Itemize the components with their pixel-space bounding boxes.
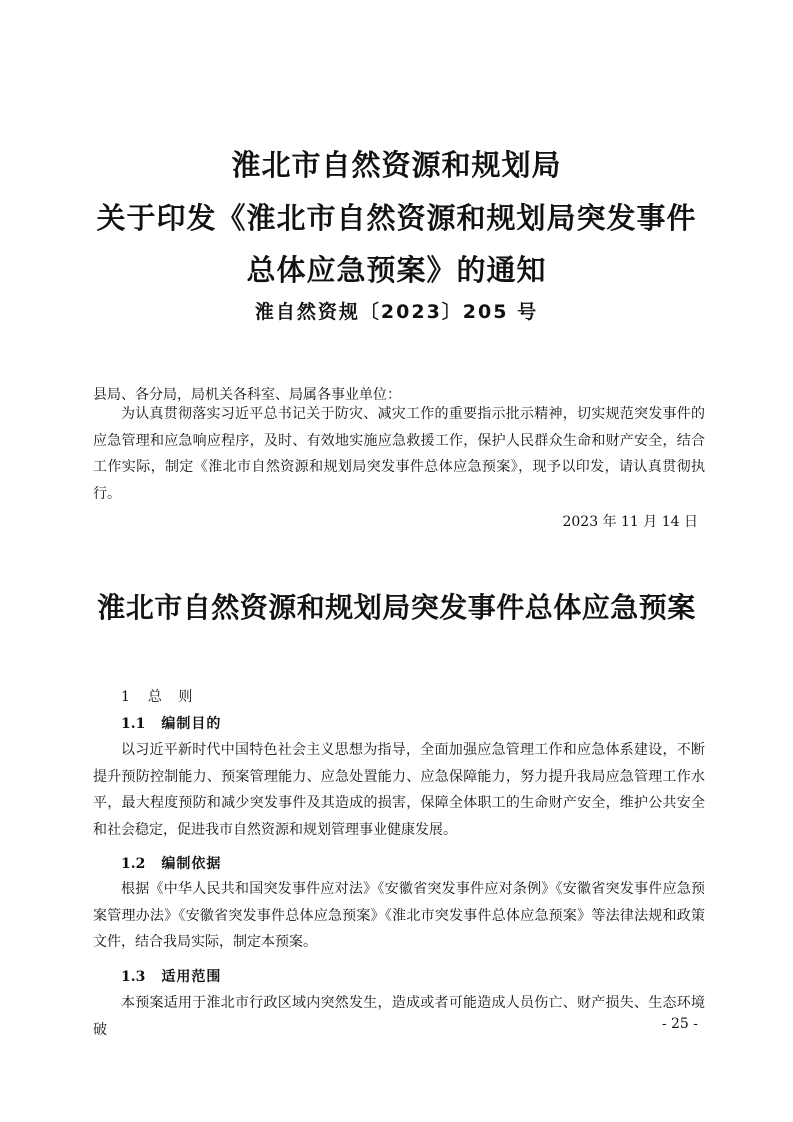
issue-date: 2023 年 11 月 14 日 bbox=[562, 514, 698, 530]
section-heading-1-3 bbox=[121, 966, 221, 986]
section-heading-1 bbox=[121, 686, 198, 706]
notice-title-line-3: 总体应急预案》的通知 bbox=[246, 253, 547, 287]
addressee: 县局、各分局，局机关各科室、局属各事业单位： bbox=[93, 387, 401, 403]
section-heading-1-2 bbox=[121, 853, 221, 873]
section-title: 编制依据 bbox=[161, 856, 222, 872]
section-number: 1.1 bbox=[121, 716, 146, 732]
notice-title-line-1: 淮北市自然资源和规划局 bbox=[231, 148, 562, 182]
notice-body: 为认真贯彻落实习近平总书记关于防灾、减灾工作的重要指示批示精神，切实规范突发事件的应急管理和应急响应程序，及时、有效地实施应急救援工作，保护人民群众生命和财产安全，结合工作实际，制定《淮北市自然资源和规划局突发事件总体应急预案》，现予以印发，请认真贯彻执行。 bbox=[93, 406, 705, 503]
section-number: 1 bbox=[121, 689, 130, 705]
section-1-3-text: 本预案适用于淮北市行政区域内突然发生，造成或者可能造成人员伤亡、财产损失、生态环境破 bbox=[93, 995, 705, 1038]
section-title: 适用范围 bbox=[161, 969, 222, 985]
section-1-1-text: 以习近平新时代中国特色社会主义思想为指导，全面加强应急管理工作和应急体系建设，不断提升预防控制能力、预案管理能力、应急处置能力、应急保障能力，努力提升我局应急管理工作水平，最大程度预防和减少突发事件及其造成的损害，保障全体职工的生命财产安全，维护公共安全和社会稳定，促进我市自然资源和规划管理事业健康发展。 bbox=[93, 742, 705, 839]
section-title: 编制目的 bbox=[161, 716, 222, 732]
notice-title-line-2: 关于印发《淮北市自然资源和规划局突发事件 bbox=[96, 201, 697, 235]
section-heading-1-1 bbox=[121, 713, 221, 733]
section-title: 总 则 bbox=[147, 689, 199, 705]
document-number: 淮自然资规〔2023〕205 号 bbox=[254, 301, 539, 323]
page-number: - 25 - bbox=[661, 1016, 698, 1032]
section-1-2-text: 根据《中华人民共和国突发事件应对法》《安徽省突发事件应对条例》《安徽省突发事件应急预案管理办法》《安徽省突发事件总体应急预案》《淮北市突发事件总体应急预案》等法律法规和政策文件，结合我局实际，制定本预案。 bbox=[93, 881, 705, 951]
plan-title: 淮北市自然资源和规划局突发事件总体应急预案 bbox=[97, 591, 696, 624]
section-number: 1.3 bbox=[121, 969, 146, 985]
section-number: 1.2 bbox=[121, 856, 146, 872]
